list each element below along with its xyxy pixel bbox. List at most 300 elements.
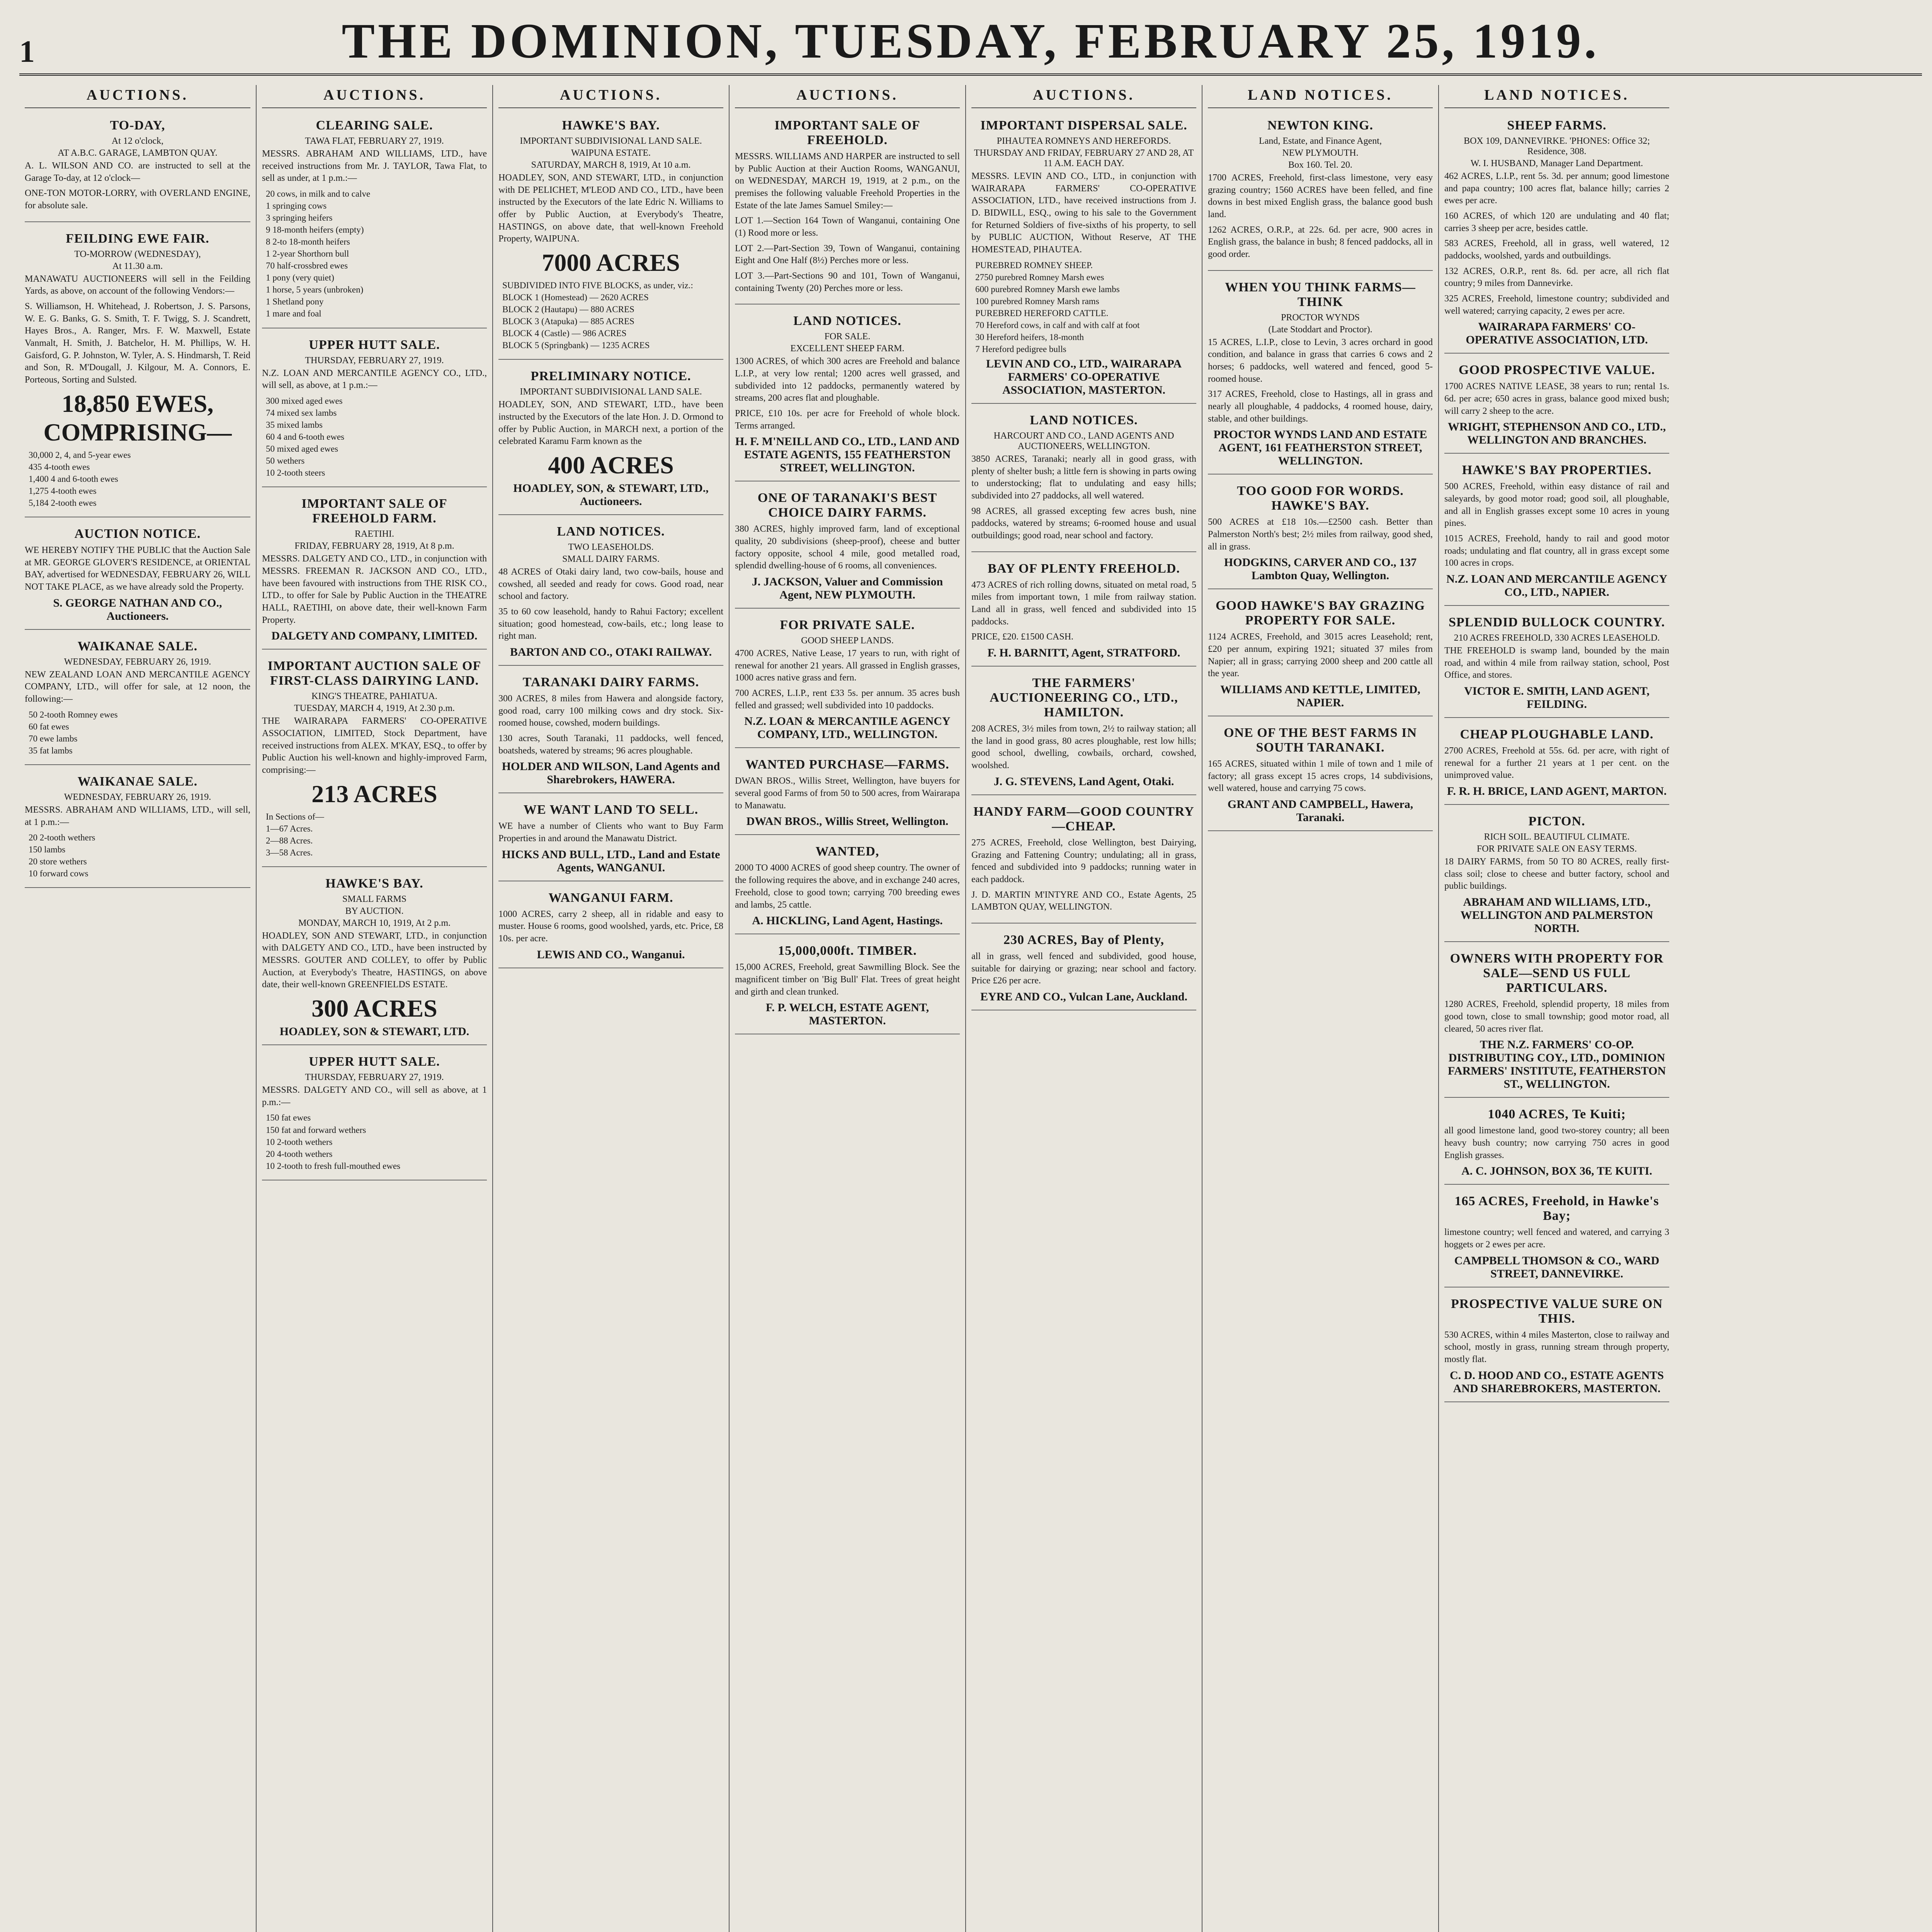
ad-text: 4700 ACRES, Native Lease, 17 years to run, with right of renewal for another 21 years. All grassed in English grasses, 1000 acres native grass and fern. (735, 648, 960, 683)
list-item: 1,275 4-tooth ewes (29, 486, 97, 496)
advertisement (1444, 1291, 1669, 1402)
ad-headline-figure: 300 ACRES (311, 995, 437, 1022)
ad-text: 3850 ACRES, Taranaki; nearly all in good grass, with plenty of shelter bush; a little fern is showing in parts owing to understocking; flat to undulating and easy hills; subdivided into 27 paddocks, all well watered. (971, 454, 1196, 501)
list-item: 1 2-year Shorthorn bull (266, 249, 349, 259)
ad-advertiser: H. F. M'NEILL AND CO., LTD., LAND AND ESTATE AGENTS, 155 FEATHERSTON STREET, WELLINGTON. (735, 435, 960, 474)
ad-advertiser: A. HICKLING, Land Agent, Hastings. (752, 914, 943, 927)
list-item: 10 2-tooth wethers (266, 1137, 333, 1147)
columns-container (19, 85, 1922, 1932)
advertisement (498, 670, 723, 793)
list-item: 70 half-crossbred ewes (266, 261, 348, 271)
advertisement (1444, 113, 1669, 354)
ad-subtitle: FOR SALE. (824, 332, 871, 342)
list-item: 435 4-tooth ewes (29, 462, 90, 472)
advertisement (1444, 357, 1669, 454)
ad-title: TOO GOOD FOR WORDS. HAWKE'S BAY. (1237, 484, 1404, 513)
advertisement (1444, 457, 1669, 606)
list-item: BLOCK 1 (Homestead) — 2620 ACRES (502, 293, 649, 303)
ad-advertiser: J. JACKSON, Valuer and Commission Agent, NEW PLYMOUTH. (752, 575, 943, 602)
ad-title: GOOD HAWKE'S BAY GRAZING PROPERTY FOR SALE. (1216, 599, 1425, 628)
ad-text: all in grass, well fenced and subdivided, good house, suitable for dairying or grazing; near school and factory. Price £26 per acre. (971, 951, 1196, 986)
advertisement (1208, 275, 1433, 475)
list-item: In Sections of— (266, 811, 324, 821)
ad-text: LOT 1.—Section 164 Town of Wanganui, containing One (1) Rood more or less. (735, 216, 960, 238)
ad-headline-figure: 400 ACRES (548, 451, 674, 479)
advertisement (1444, 1189, 1669, 1287)
advertisement (1208, 593, 1433, 716)
ad-text: 380 ACRES, highly improved farm, land of exceptional quality, 20 subdivisions (sheep-proof), cheese and butter factory opposite, school 4 mile, good metalled road, splendid dwelling-house of 6 rooms, all conveniences. (735, 524, 960, 571)
ad-text: 130 acres, South Taranaki, 11 paddocks, well fenced, boatsheds, watered by streams; 96 acres ploughable. (498, 733, 723, 756)
ad-title: WANTED, (815, 844, 879, 859)
advertisement (498, 885, 723, 968)
ad-title: GOOD PROSPECTIVE VALUE. (1458, 363, 1655, 378)
list-item: 50 wethers (266, 456, 305, 466)
list-item: 50 mixed aged ewes (266, 444, 338, 454)
ad-text: MANAWATU AUCTIONEERS will sell in the Feilding Yards, as above, on account of the following Vendors:— (25, 274, 250, 296)
column-header: LAND NOTICES. (1208, 85, 1433, 108)
ad-text: 500 ACRES, Freehold, within easy distance of rail and saleyards, by good motor road; good soil, all ploughable, and all in English grasses except some 10 acres in young pines. (1444, 481, 1669, 529)
ad-subtitle: RAETIHI. (355, 529, 394, 539)
list-item: 10 2-tooth steers (266, 468, 325, 478)
advertisement (262, 1049, 487, 1180)
advertisement (735, 938, 960, 1034)
ad-subtitle: IMPORTANT SUBDIVISIONAL LAND SALE. (520, 387, 702, 397)
ad-title: PRELIMINARY NOTICE. (531, 369, 691, 384)
ad-title: TO-DAY, (110, 118, 165, 133)
ad-item-list (262, 188, 487, 320)
list-item: 150 lambs (29, 845, 66, 855)
list-item: 8 2-to 18-month heifers (266, 237, 350, 247)
ad-subtitle: PIHAUTEA ROMNEYS AND HEREFORDS. (997, 136, 1171, 146)
masthead (19, 12, 1922, 76)
list-item: SUBDIVIDED INTO FIVE BLOCKS, as under, viz.: (502, 281, 693, 291)
ad-text: MESSRS. ABRAHAM AND WILLIAMS, LTD., will sell, at 1 p.m.:— (25, 804, 250, 827)
ad-subtitle: 210 ACRES FREEHOLD, 330 ACRES LEASEHOLD. (1454, 633, 1660, 643)
ad-advertiser: PROCTOR WYNDS LAND AND ESTATE AGENT, 161 FEATHERSTON STREET, WELLINGTON. (1213, 428, 1427, 468)
advertisement (735, 113, 960, 304)
list-item: 1 mare and foal (266, 309, 321, 319)
advertisement (25, 521, 250, 630)
advertisement (262, 113, 487, 328)
ad-title: BAY OF PLENTY FREEHOLD. (988, 561, 1180, 576)
advertisement (262, 871, 487, 1045)
column-header: AUCTIONS. (498, 85, 723, 108)
ad-subtitle: THURSDAY, FEBRUARY 27, 1919. (305, 1072, 444, 1083)
ad-subtitle: FRIDAY, FEBRUARY 28, 1919, At 8 p.m. (294, 541, 454, 551)
ad-title: WAIKANAE SALE. (77, 774, 198, 789)
ad-subtitle: FOR PRIVATE SALE ON EASY TERMS. (1476, 844, 1637, 854)
list-item: BLOCK 3 (Atapuka) — 885 ACRES (502, 316, 634, 327)
advertisement (735, 308, 960, 481)
list-item: 1 Shetland pony (266, 297, 324, 307)
page-title: THE DOMINION, TUESDAY, FEBRUARY 25, 1919. (342, 14, 1600, 68)
ad-title: THE FARMERS' AUCTIONEERING CO., LTD., HAMILTON. (990, 676, 1178, 720)
ad-advertiser: J. G. STEVENS, Land Agent, Otaki. (993, 775, 1174, 788)
ad-title: HAWKE'S BAY. (325, 876, 423, 891)
ad-text: DWAN BROS., Willis Street, Wellington, have buyers for several good Farms of from 50 to 500 acres, from Wairarapa to Manawatu. (735, 776, 960, 811)
ad-title: CLEARING SALE. (316, 118, 433, 133)
ad-advertiser: HOADLEY, SON & STEWART, LTD. (279, 1025, 469, 1038)
ad-text: 208 ACRES, 3½ miles from town, 2½ to railway station; all the land in good grass, 80 acres ploughable, rest low hills; good school, dwelling, cowbails, orchard, cowshed, woolshed. (971, 724, 1196, 771)
ad-title: PICTON. (1528, 814, 1585, 829)
ad-title: UPPER HUTT SALE. (309, 337, 440, 352)
ad-text: LOT 2.—Part-Section 39, Town of Wanganui, containing Eight and One Half (8½) Perches more or less. (735, 243, 960, 266)
advertisement (1444, 946, 1669, 1098)
list-item: 30 Hereford heifers, 18-month (975, 332, 1084, 342)
ad-text: all good limestone land, good two-storey country; all been heavy bush country; now carrying 750 acres in good English grasses. (1444, 1126, 1669, 1160)
ad-title: 230 ACRES, Bay of Plenty, (1003, 932, 1165, 947)
ad-subtitle: (Late Stoddart and Proctor). (1268, 324, 1372, 335)
ad-subtitle: SATURDAY, MARCH 8, 1919, At 10 a.m. (531, 160, 691, 170)
ad-advertiser: HOLDER AND WILSON, Land Agents and Sharebrokers, HAWERA. (502, 760, 720, 786)
ad-subtitle: At 11.30 a.m. (112, 261, 163, 271)
advertisement (25, 634, 250, 765)
ad-subtitle: TUESDAY, MARCH 4, 1919, At 2.30 p.m. (294, 703, 455, 714)
ad-title: HAWKE'S BAY PROPERTIES. (1462, 463, 1652, 478)
ad-title: SHEEP FARMS. (1507, 118, 1607, 133)
ad-title: ONE OF THE BEST FARMS IN SOUTH TARANAKI. (1224, 726, 1417, 755)
ad-text: PRICE, £10 10s. per acre for Freehold of whole block. Terms arranged. (735, 408, 960, 431)
advertisement (25, 769, 250, 888)
ad-text: 1700 ACRES NATIVE LEASE, 38 years to run; rental 1s. 6d. per acre; 650 acres in grass, balance good mixed bush; will carry 2 sheep to the acre. (1444, 381, 1669, 416)
ad-advertiser: F. H. BARNITT, Agent, STRATFORD. (987, 646, 1180, 660)
advertisement (1444, 1102, 1669, 1185)
ad-advertiser: BARTON AND CO., OTAKI RAILWAY. (510, 646, 712, 659)
ad-text: A. L. WILSON AND CO. are instructed to sell at the Garage To-day, at 12 o'clock— (25, 161, 250, 183)
ad-text: PRICE, £20. £1500 CASH. (971, 632, 1074, 642)
ad-text: MESSRS. WILLIAMS AND HARPER are instructed to sell by Public Auction at their Auction Rooms, WANGANUI, on WEDNESDAY, MARCH 19, 1919, at 2 p.m., on the premises the following valuable Freehold Properties in the Estate of the late James Samuel Smiley:— (735, 151, 960, 211)
advertisement (262, 653, 487, 867)
ad-advertiser: F. P. WELCH, ESTATE AGENT, MASTERTON. (765, 1001, 929, 1027)
ad-text: THE WAIRARAPA FARMERS' CO-OPERATIVE ASSOCIATION, LIMITED, Stock Department, have received instructions from ALEX. M'KAY, ESQ., to offer by Public Auction his well-known and highly-improved Farm, comprising:— (262, 716, 487, 775)
ad-text: WE have a number of Clients who want to Buy Farm Properties in and around the Manawatu District. (498, 821, 723, 844)
column-header: AUCTIONS. (735, 85, 960, 108)
ad-text: 325 ACRES, Freehold, limestone country; subdivided and well watered; carrying capacity, 2 ewes per acre. (1444, 294, 1669, 316)
ad-item-list (498, 279, 723, 351)
column-6 (1202, 85, 1438, 1932)
advertisement (1208, 478, 1433, 589)
ad-text: NEW ZEALAND LOAN AND MERCANTILE AGENCY COMPANY, LTD., will offer for sale, at 12 noon, the following:— (25, 669, 250, 704)
list-item: 1 springing cows (266, 201, 327, 211)
ad-subtitle: SMALL FARMS (342, 894, 407, 904)
advertisement (971, 670, 1196, 795)
ad-text: 132 ACRES, O.R.P., rent 8s. 6d. per acre, all rich flat country; 9 miles from Dannevirke. (1444, 266, 1669, 289)
advertisement (1444, 809, 1669, 942)
ad-text: limestone country; well fenced and watered, and carrying 3 hoggets or 2 ewes per acre. (1444, 1227, 1669, 1250)
ad-subtitle: THURSDAY, FEBRUARY 27, 1919. (305, 355, 444, 366)
ad-text: 15 ACRES, L.I.P., close to Levin, 3 acres orchard in good condition, and balance in grass that carries 6 cows and 2 horses; 6 paddocks, well watered and fenced, good 5-roomed house. (1208, 337, 1433, 384)
ad-text: 15,000 ACRES, Freehold, great Sawmilling Block. See the magnificent timber on 'Big Bull' Flat. Trees of great height and girth and clean trunked. (735, 962, 960, 997)
ad-subtitle: Box 160. Tel. 20. (1288, 160, 1352, 170)
ad-text: 473 ACRES of rich rolling downs, situated on metal road, 5 miles from important town, 1 mile from railway station. Land all in grass, well fenced and subdivided into 15 paddocks. (971, 580, 1196, 627)
list-item: 60 4 and 6-tooth ewes (266, 432, 345, 442)
ad-advertiser: LEWIS AND CO., Wanganui. (537, 948, 685, 961)
ad-title: AUCTION NOTICE. (74, 526, 201, 541)
ad-text: 98 ACRES, all grassed excepting few acres bush, nine paddocks, watered by streams; 6-roomed house and usual outbuildings; good road, near school and factory. (971, 506, 1196, 541)
advertisement (25, 113, 250, 222)
list-item: 10 2-tooth to fresh full-mouthed ewes (266, 1161, 401, 1171)
ad-advertiser: N.Z. LOAN & MERCANTILE AGENCY COMPANY, LTD., WELLINGTON. (744, 715, 951, 741)
advertisement (498, 113, 723, 360)
advertisement (498, 519, 723, 666)
list-item: 7 Hereford pedigree bulls (975, 344, 1066, 354)
list-item: 5,184 2-tooth ewes (29, 498, 97, 508)
advertisement (971, 113, 1196, 404)
ad-subtitle: Land, Estate, and Finance Agent, (1259, 136, 1382, 146)
advertisement (735, 839, 960, 934)
ad-advertiser: S. GEORGE NATHAN AND CO., Auctioneers. (53, 596, 222, 622)
ad-advertiser: CAMPBELL THOMSON & CO., WARD STREET, DANNEVIRKE. (1454, 1254, 1660, 1280)
ad-item-list (25, 449, 250, 509)
list-item: 74 mixed sex lambs (266, 408, 337, 418)
advertisement (262, 332, 487, 488)
ad-subtitle: BOX 109, DANNEVIRKE. 'PHONES: Office 32; Residence, 308. (1464, 136, 1650, 156)
list-item: 70 Hereford cows, in calf and with calf at foot (975, 320, 1140, 330)
list-item: BLOCK 4 (Castle) — 986 ACRES (502, 328, 627, 338)
ad-text: 2000 TO 4000 ACRES of good sheep country. The owner of the following requires the above, and in exchange 240 acres, Freehold, close to good town; carrying 700 breeding ewes and lambs, 25 cattle. (735, 863, 960, 910)
list-item: 2—88 Acres. (266, 835, 313, 845)
column-4 (729, 85, 965, 1932)
ad-subtitle: THURSDAY AND FRIDAY, FEBRUARY 27 AND 28, AT 11 A.M. EACH DAY. (974, 148, 1194, 168)
ad-text: MESSRS. DALGETY AND CO., will sell as above, at 1 p.m.:— (262, 1085, 487, 1107)
ad-text: 2700 ACRES, Freehold at 55s. 6d. per acre, with right of renewal for a further 21 years at 1 per cent. on the unimproved value. (1444, 746, 1669, 781)
list-item: PUREBRED HEREFORD CATTLE. (975, 308, 1109, 318)
ad-text: WE HEREBY NOTIFY THE PUBLIC that the Auction Sale at MR. GEORGE GLOVER'S RESIDENCE, at ORIENTAL BAY, advertised for WEDNESDAY, FEBRUARY 26, WILL NOT TAKE PLACE, as we have already sold the Property. (25, 545, 250, 592)
list-item: 1—67 Acres. (266, 823, 313, 833)
ad-title: 165 ACRES, Freehold, in Hawke's Bay; (1454, 1194, 1659, 1223)
ad-title: IMPORTANT SALE OF FREEHOLD FARM. (301, 497, 447, 526)
list-item: 35 mixed lambs (266, 420, 323, 430)
advertisement (971, 927, 1196, 1010)
column-7 (1438, 85, 1675, 1932)
list-item: 20 cows, in milk and to calve (266, 189, 371, 199)
ad-title: ONE OF TARANAKI'S BEST CHOICE DAIRY FARMS. (757, 491, 937, 520)
ad-advertiser: LEVIN AND CO., LTD., WAIRARAPA FARMERS' CO-OPERATIVE ASSOCIATION, MASTERTON. (986, 357, 1182, 397)
ad-text: 160 ACRES, of which 120 are undulating and 40 flat; carries 3 sheep per acre, besides cattle. (1444, 211, 1669, 233)
ad-title: WANGANUI FARM. (548, 890, 673, 905)
column-header: AUCTIONS. (25, 85, 250, 108)
ad-subtitle: TAWA FLAT, FEBRUARY 27, 1919. (305, 136, 444, 146)
ad-subtitle: WAIPUNA ESTATE. (571, 148, 651, 158)
ad-text: 18 DAIRY FARMS, from 50 TO 80 ACRES, really first-class soil; close to cheese and butter factory, school and public buildings. (1444, 857, 1669, 891)
ad-text: N.Z. LOAN AND MERCANTILE AGENCY CO., LTD., will sell, as above, at 1 p.m.:— (262, 368, 487, 391)
ad-subtitle: WEDNESDAY, FEBRUARY 26, 1919. (64, 792, 211, 802)
ad-text: J. D. MARTIN M'INTYRE AND CO., Estate Agents, 25 LAMBTON QUAY, WELLINGTON. (971, 889, 1196, 912)
list-item: 20 2-tooth wethers (29, 833, 95, 843)
ad-text: 583 ACRES, Freehold, all in grass, well watered, 12 paddocks, woolshed, yards and outbuildings. (1444, 238, 1669, 261)
ad-title: WHEN YOU THINK FARMS—THINK (1225, 280, 1416, 309)
advertisement (735, 752, 960, 835)
ad-title: IMPORTANT DISPERSAL SALE. (980, 118, 1187, 133)
ad-title: SPLENDID BULLOCK COUNTRY. (1448, 615, 1665, 630)
ad-text: MESSRS. LEVIN AND CO., LTD., in conjunction with WAIRARAPA FARMERS' CO-OPERATIVE ASSOCIATION, LTD., have received instructions from J. D. BIDWILL, ESQ., owing to his sale to the Government for Returned Soldiers of five-sixths of his property, to sell by PUBLIC AUCTION, Without Reserve, AT THE HOMESTEAD, PIHAUTEA. (971, 171, 1196, 255)
ad-text: 530 ACRES, within 4 miles Masterton, close to railway and school, mostly in grass, running stream through property, mostly flat. (1444, 1330, 1669, 1364)
ad-text: MESSRS. ABRAHAM AND WILLIAMS, LTD., have received instructions from Mr. J. TAYLOR, Tawa Flat, to sell as under, at 1 p.m.:— (262, 149, 487, 184)
ad-advertiser: WRIGHT, STEPHENSON AND CO., LTD., WELLINGTON AND BRANCHES. (1447, 420, 1666, 447)
ad-item-list (25, 832, 250, 879)
ad-text: 500 ACRES at £18 10s.—£2500 cash. Better than Palmerston North's best; 2½ miles from railway, good shed, all in grass. (1208, 517, 1433, 552)
page-number: 1 (19, 35, 35, 69)
ad-title: IMPORTANT SALE OF FREEHOLD. (774, 118, 920, 147)
ad-text: HOADLEY, SON AND STEWART, LTD., in conjunction with DALGETY AND CO., LTD., have been instructed by MESSRS. GOUTER AND COLLEY, to offer by Public Auction, at Everybody's Theatre, HASTINGS, on above date, their well-known GREENFIELDS ESTATE. (262, 930, 487, 990)
ad-subtitle: TO-MORROW (WEDNESDAY), (74, 249, 201, 259)
advertisement (1444, 610, 1669, 718)
ad-subtitle: RICH SOIL. BEAUTIFUL CLIMATE. (1484, 832, 1630, 842)
list-item: 70 ewe lambs (29, 733, 78, 743)
advertisement (971, 556, 1196, 667)
ad-text: 165 ACRES, situated within 1 mile of town and 1 mile of factory; all grass except 15 acres crops, 14 subdivisions, well watered, house and carrying 75 cows. (1208, 759, 1433, 794)
list-item: 1 horse, 5 years (unbroken) (266, 285, 364, 295)
list-item: 600 purebred Romney Marsh ewe lambs (975, 284, 1120, 294)
list-item: 150 fat and forward wethers (266, 1125, 366, 1135)
ad-text: 300 ACRES, 8 miles from Hawera and alongside factory, good road, carry 100 milking cows and dry stock. Six-roomed house, cowshed, modern buildings. (498, 694, 723, 728)
list-item: 60 fat ewes (29, 721, 69, 731)
ad-subtitle: At 12 o'clock, (111, 136, 164, 146)
ad-text: 462 ACRES, L.I.P., rent 5s. 3d. per annum; good limestone and papa country; 100 acres flat, balance hilly; carries 2 ewes per acre. (1444, 171, 1669, 206)
ad-title: LAND NOTICES. (557, 524, 665, 539)
advertisement (735, 485, 960, 609)
ad-subtitle: W. I. HUSBAND, Manager Land Department. (1470, 158, 1643, 168)
list-item: 1,400 4 and 6-tooth ewes (29, 474, 118, 484)
advertisement (1208, 720, 1433, 831)
ad-text: 317 ACRES, Freehold, close to Hastings, all in grass and nearly all ploughable, 4 paddocks, 4 roomed house, dairy, stable, and other buildings. (1208, 389, 1433, 424)
ad-advertiser: ABRAHAM AND WILLIAMS, LTD., WELLINGTON AND PALMERSTON NORTH. (1460, 896, 1653, 935)
advertisement (498, 364, 723, 515)
ad-subtitle: BY AUCTION. (345, 906, 404, 916)
ad-subtitle: IMPORTANT SUBDIVISIONAL LAND SALE. (520, 136, 702, 146)
ad-text: 1300 ACRES, of which 300 acres are Freehold and balance L.I.P., at very low rental; 1200 acres well grassed, and subdivided into 12 paddocks, permanently watered by streams, 200 acres flat and ploughable. (735, 356, 960, 403)
ad-title: WAIKANAE SALE. (77, 639, 198, 653)
ad-subtitle: KING'S THEATRE, PAHIATUA. (311, 691, 437, 702)
ad-advertiser: EYRE AND CO., Vulcan Lane, Auckland. (980, 990, 1187, 1003)
ad-text: 700 ACRES, L.I.P., rent £33 5s. per annum. 35 acres bush felled and grassed; well subdivided into 10 paddocks. (735, 688, 960, 711)
list-item: 35 fat lambs (29, 745, 73, 755)
ad-subtitle: TWO LEASEHOLDS. (568, 542, 654, 552)
ad-text: 1000 ACRES, carry 2 sheep, all in ridable and easy to muster. House 6 rooms, good woolshed, yards, etc. Price, £8 10s. per acre. (498, 909, 723, 944)
list-item: 2750 purebred Romney Marsh ewes (975, 272, 1104, 282)
list-item: 9 18-month heifers (empty) (266, 225, 364, 235)
advertisement (498, 797, 723, 881)
list-item: 1 pony (very quiet) (266, 273, 334, 283)
ad-title: WE WANT LAND TO SELL. (523, 803, 699, 817)
ad-text: 1700 ACRES, Freehold, first-class limestone, very easy grazing country; 1560 ACRES have been felled, and fine downs in best mixed English grass, the balance good bush land. (1208, 173, 1433, 220)
ad-text: HOADLEY, SON, AND STEWART, LTD., have been instructed by the Executors of the late Hon. J. D. Ormond to offer by Public Auction, in MARCH next, a portion of the celebrated Karamu Farm known as the (498, 400, 723, 447)
list-item: PUREBRED ROMNEY SHEEP. (975, 260, 1093, 270)
ad-advertiser: N.Z. LOAN AND MERCANTILE AGENCY CO., LTD., NAPIER. (1446, 573, 1667, 599)
ad-title: 15,000,000ft. TIMBER. (778, 944, 917, 958)
ad-headline-figure: 18,850 EWES, COMPRISING— (43, 389, 232, 446)
ad-title: TARANAKI DAIRY FARMS. (522, 675, 699, 690)
ad-text: 1015 ACRES, Freehold, handy to rail and good motor roads; undulating and flat country, all in grass except some 100 acres in crops. (1444, 534, 1669, 568)
ad-advertiser: HODGKINS, CARVER AND CO., 137 Lambton Quay, Wellington. (1224, 556, 1417, 582)
ad-item-list (262, 811, 487, 859)
ad-title: HAWKE'S BAY. (562, 118, 660, 133)
list-item: 30,000 2, 4, and 5-year ewes (29, 450, 131, 460)
list-item: 10 forward cows (29, 869, 88, 879)
ad-text: 48 ACRES of Otaki dairy land, two cow-bails, house and cowshed, all seeded and ready for cows. Good road, near school and factory. (498, 567, 723, 602)
ad-text: 1280 ACRES, Freehold, splendid property, 18 miles from good town, close to small township; good motor road, all cleared, 50 acres river flat. (1444, 999, 1669, 1034)
advertisement (1444, 722, 1669, 805)
ad-advertiser: WAIRARAPA FARMERS' CO-OPERATIVE ASSOCIATION, LTD. (1466, 320, 1648, 347)
ad-advertiser: HOADLEY, SON, & STEWART, LTD., Auctioneers. (513, 482, 709, 508)
advertisement (25, 226, 250, 517)
advertisement (262, 491, 487, 650)
list-item: 100 purebred Romney Marsh rams (975, 296, 1099, 306)
advertisement (735, 612, 960, 748)
ad-subtitle: MONDAY, MARCH 10, 1919, At 2 p.m. (298, 918, 451, 928)
advertisement (971, 408, 1196, 552)
ad-subtitle: GOOD SHEEP LANDS. (801, 636, 894, 646)
ad-advertiser: A. C. JOHNSON, BOX 36, TE KUITI. (1461, 1165, 1652, 1178)
ad-title: UPPER HUTT SALE. (309, 1054, 440, 1069)
ad-subtitle: NEW PLYMOUTH. (1282, 148, 1359, 158)
ad-text: S. Williamson, H. Whitehead, J. Robertson, J. S. Parsons, W. E. G. Banks, G. S. Smith, T. F. Twigg, S. J. Scandrett, Hayes Bros., A. Ranger, Mrs. F. W. Maxwell, Estate Vanmalt, H. Smith, J. Batchelor, H. M. Phillips, W. H. Gaisford, G. P. Johnston, W. Tyler, A. S. Hindmarsh, T. Reid and Son, R. M'Dougall, J. Kilgour, M. A. Connors, E. Porteous, Sorting and Sulsted. (25, 301, 250, 385)
list-item: 20 store wethers (29, 857, 87, 867)
ad-text: ONE-TON MOTOR-LORRY, with OVERLAND ENGINE, for absolute sale. (25, 188, 250, 211)
ad-title: CHEAP PLOUGHABLE LAND. (1460, 727, 1654, 742)
column-header: LAND NOTICES. (1444, 85, 1669, 108)
ad-headline-figure: 7000 ACRES (542, 249, 680, 277)
ad-text: LOT 3.—Part-Sections 90 and 101, Town of Wanganui, containing Twenty (20) Perches more or less. (735, 271, 960, 293)
ad-advertiser: GRANT AND CAMPBELL, Hawera, Taranaki. (1227, 798, 1413, 824)
column-5 (965, 85, 1202, 1932)
ad-title: OWNERS WITH PROPERTY FOR SALE—SEND US FULL PARTICULARS. (1450, 951, 1664, 995)
ad-subtitle: SMALL DAIRY FARMS. (562, 554, 660, 564)
column-1 (19, 85, 256, 1932)
ad-text: 1262 ACRES, O.R.P., at 22s. 6d. per acre, 900 acres in English grass, the balance in bush; 8 fenced paddocks, all in good order. (1208, 224, 1433, 260)
ad-text: 35 to 60 cow leasehold, handy to Rahui Factory; excellent situation; good homestead, cow-bails, etc.; long lease to right man. (498, 607, 723, 641)
column-3 (492, 85, 729, 1932)
ad-advertiser: VICTOR E. SMITH, LAND AGENT, FEILDING. (1464, 685, 1650, 711)
advertisement (971, 799, 1196, 923)
ad-title: LAND NOTICES. (793, 314, 901, 328)
list-item: 3—58 Acres. (266, 847, 313, 857)
list-item: 3 springing heifers (266, 213, 333, 223)
ad-advertiser: THE N.Z. FARMERS' CO-OP. DISTRIBUTING COY., LTD., DOMINION FARMERS' INSTITUTE, FEATHERSTON ST., WELLINGTON. (1447, 1038, 1666, 1091)
list-item: BLOCK 2 (Hautapu) — 880 ACRES (502, 304, 634, 315)
list-item: BLOCK 5 (Springbank) — 1235 ACRES (502, 340, 650, 350)
ad-title: IMPORTANT AUCTION SALE OF FIRST-CLASS DAIRYING LAND. (267, 659, 481, 688)
ad-subtitle: WEDNESDAY, FEBRUARY 26, 1919. (64, 656, 211, 667)
ad-advertiser: HICKS AND BULL, LTD., Land and Estate Agents, WANGANUI. (502, 848, 720, 874)
ad-title: WANTED PURCHASE—FARMS. (745, 757, 949, 772)
ad-advertiser: WILLIAMS AND KETTLE, LIMITED, NAPIER. (1220, 683, 1420, 709)
ad-subtitle: AT A.B.C. GARAGE, LAMBTON QUAY. (58, 148, 218, 158)
ad-headline-figure: 213 ACRES (311, 780, 437, 808)
ad-title: FOR PRIVATE SALE. (780, 618, 915, 633)
ad-title: LAND NOTICES. (1030, 413, 1138, 428)
ad-item-list (971, 259, 1196, 355)
advertisement (1208, 113, 1433, 271)
ad-title: NEWTON KING. (1267, 118, 1373, 133)
ad-subtitle: HARCOURT AND CO., LAND AGENTS AND AUCTIONEERS, WELLINGTON. (993, 431, 1174, 452)
ad-subtitle: PROCTOR WYNDS (1281, 312, 1360, 323)
ad-text: HOADLEY, SON, AND STEWART, LTD., in conjunction with DE PELICHET, M'LEOD AND CO., LTD., have been instructed by the Executors of the late Edric N. Williams to offer by Public Auction, at Everybody's Theatre, HASTINGS, on above date, that well-known Freehold Property, WAIPUNA. (498, 173, 723, 244)
list-item: 150 fat ewes (266, 1113, 311, 1123)
ad-title: PROSPECTIVE VALUE SURE ON THIS. (1451, 1296, 1663, 1326)
ad-item-list (262, 395, 487, 479)
ad-title: FEILDING EWE FAIR. (66, 231, 209, 246)
ad-advertiser: F. R. H. BRICE, LAND AGENT, MARTON. (1447, 785, 1667, 798)
ad-subtitle: EXCELLENT SHEEP FARM. (790, 344, 905, 354)
list-item: 50 2-tooth Romney ewes (29, 709, 118, 719)
column-header: AUCTIONS. (971, 85, 1196, 108)
ad-title: HANDY FARM—GOOD COUNTRY—CHEAP. (973, 804, 1194, 833)
column-header: AUCTIONS. (262, 85, 487, 108)
ad-item-list (262, 1112, 487, 1172)
ad-text: MESSRS. DALGETY AND CO., LTD., in conjunction with MESSRS. FREEMAN R. JACKSON AND CO., LTD., have been favoured with instructions from THE RISK CO., LTD., to offer for Sale by Public Auction in the THEATRE HALL, RAETIHI, on above date, their well-known Farm Property. (262, 554, 487, 625)
ad-advertiser: DALGETY AND COMPANY, LIMITED. (271, 629, 478, 643)
